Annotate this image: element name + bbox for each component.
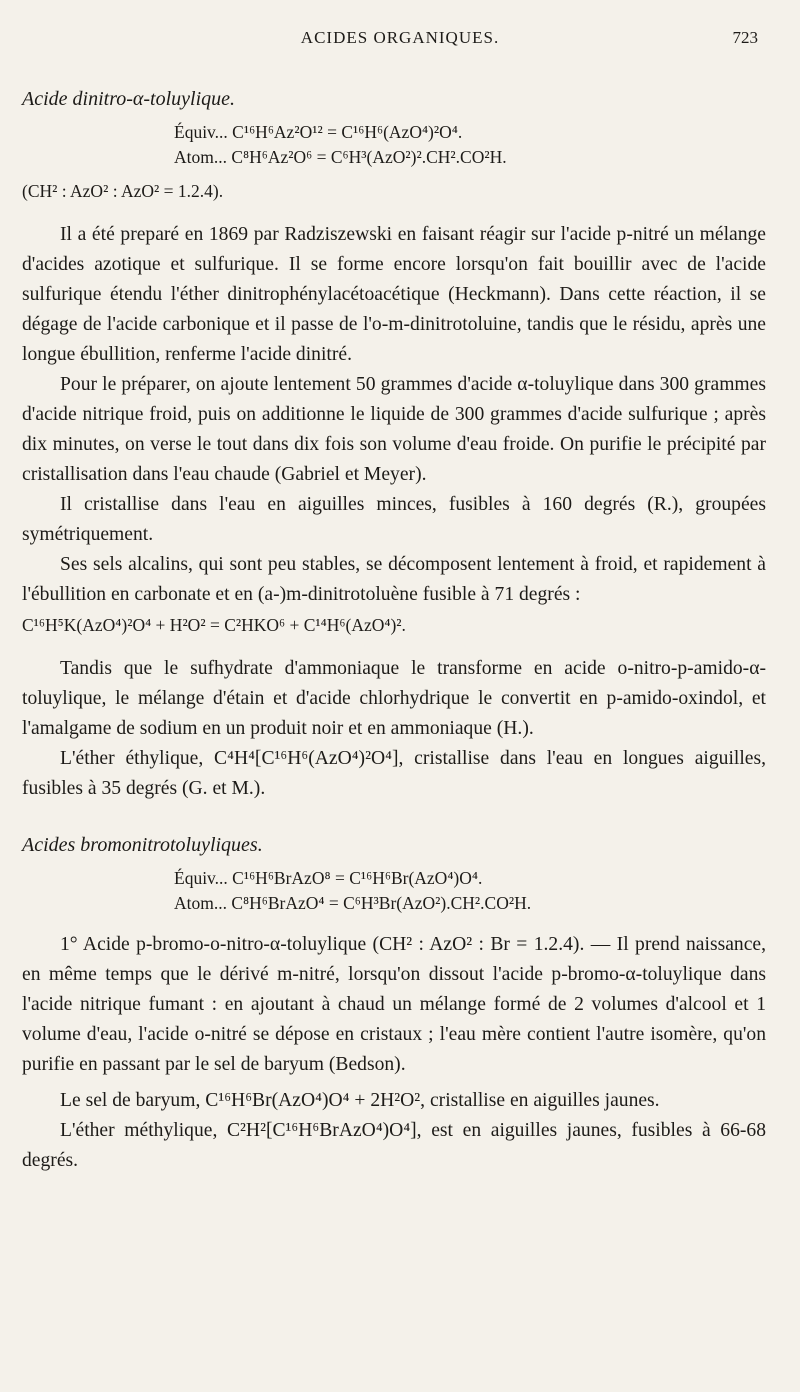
formula-block-dinitro bbox=[174, 120, 614, 170]
paragraph: Il a été preparé en 1869 par Radziszewski en faisant réagir sur l'acide p-nitré un mélange d'acides azotique et sulfurique. Il se forme encore lorsqu'on fait bouillir avec de l'acide sulfurique étendu l'éther dinitrophénylacétoacétique (Heckmann). Dans cette réaction, il se dégage de l'acide carbonique et il passe de l'o-m-dinitrotoluine, tandis que le résidu, après une longue ébullition, renferme l'acide dinitré. bbox=[22, 224, 766, 365]
formula-atom: Atom... C⁸H⁶BrAzO⁴ = C⁶H³Br(AzO²).CH².CO²H. bbox=[174, 893, 532, 913]
paragraph: Tandis que le sufhydrate d'ammoniaque le transforme en acide o-nitro-p-amido-α-toluylique, le mélange d'étain et d'acide chlorhydrique le convertit en p-amido-oxindol, et l'amalgame de sodium en un produit noir et en ammoniaque (H.). bbox=[22, 658, 766, 739]
paragraph: L'éther méthylique, C²H²[C¹⁶H⁶BrAzO⁴)O⁴], est en aiguilles jaunes, fusibles à 66-68 degrés. bbox=[22, 1120, 766, 1171]
running-header bbox=[0, 28, 800, 54]
formula-reaction: C¹⁶H⁵K(AzO⁴)²O⁴ + H²O² = C²HKO⁶ + C¹⁴H⁶(AzO⁴)². bbox=[22, 615, 406, 635]
paragraph: L'éther éthylique, C⁴H⁴[C¹⁶H⁶(AzO⁴)²O⁴], cristallise dans l'eau en longues aiguilles, fusibles à 35 degrés (G. et M.). bbox=[22, 748, 766, 799]
formula-equiv: Équiv... C¹⁶H⁶Az²O¹² = C¹⁶H⁶(AzO⁴)²O⁴. bbox=[174, 122, 463, 142]
paragraph: Il cristallise dans l'eau en aiguilles minces, fusibles à 160 degrés (R.), groupées symétriquement. bbox=[22, 494, 766, 545]
formula-equiv: Équiv... C¹⁶H⁶BrAzO⁸ = C¹⁶H⁶Br(AzO⁴)O⁴. bbox=[174, 868, 483, 888]
running-title: ACIDES ORGANIQUES. bbox=[300, 28, 500, 47]
paragraph: Ses sels alcalins, qui sont peu stables, se décomposent lentement à froid, et rapidement à l'ébullition en carbonate et en (a-)m-dinitrotoluène fusible à 71 degrés : bbox=[22, 554, 766, 605]
formula-atom: Atom... C⁸H⁶Az²O⁶ = C⁶H³(AzO²)².CH².CO²H. bbox=[174, 147, 507, 167]
section-heading-bromonitro: Acides bromonitrotoluyliques. bbox=[22, 834, 263, 856]
section-heading-dinitro: Acide dinitro-α-toluylique. bbox=[22, 88, 236, 110]
formula-block-bromonitro bbox=[174, 866, 614, 916]
paragraph: Pour le préparer, on ajoute lentement 50 grammes d'acide α-toluylique dans 300 grammes d'acide nitrique froid, puis on additionne le liquide de 300 grammes d'acide sulfurique ; après dix minutes, on verse le tout dans dix fois son volume d'eau froide. On purifie le précipité par cristallisation dans l'eau chaude (Gabriel et Meyer). bbox=[22, 374, 766, 485]
paragraph: Le sel de baryum, C¹⁶H⁶Br(AzO⁴)O⁴ + 2H²O², cristallise en aiguilles jaunes. bbox=[60, 1090, 660, 1111]
paragraph: 1° Acide p-bromo-o-nitro-α-toluylique (CH² : AzO² : Br = 1.2.4). — Il prend naissance, en même temps que le dérivé m-nitré, lorsqu'on dissout l'acide p-bromo-α-toluylique dans l'acide nitrique fumant : en ajoutant à chaud un mélange formé de 2 volumes d'alcool et 1 volume d'eau, l'acide o-nitré se dépose en cristaux ; l'eau mère contient l'autre isomère, qu'on purifie en passant par le sel de baryum (Bedson). bbox=[22, 934, 766, 1075]
page-body bbox=[22, 84, 766, 1176]
page-number: 723 bbox=[732, 28, 758, 47]
formula-positions: (CH² : AzO² : AzO² = 1.2.4). bbox=[22, 181, 224, 201]
